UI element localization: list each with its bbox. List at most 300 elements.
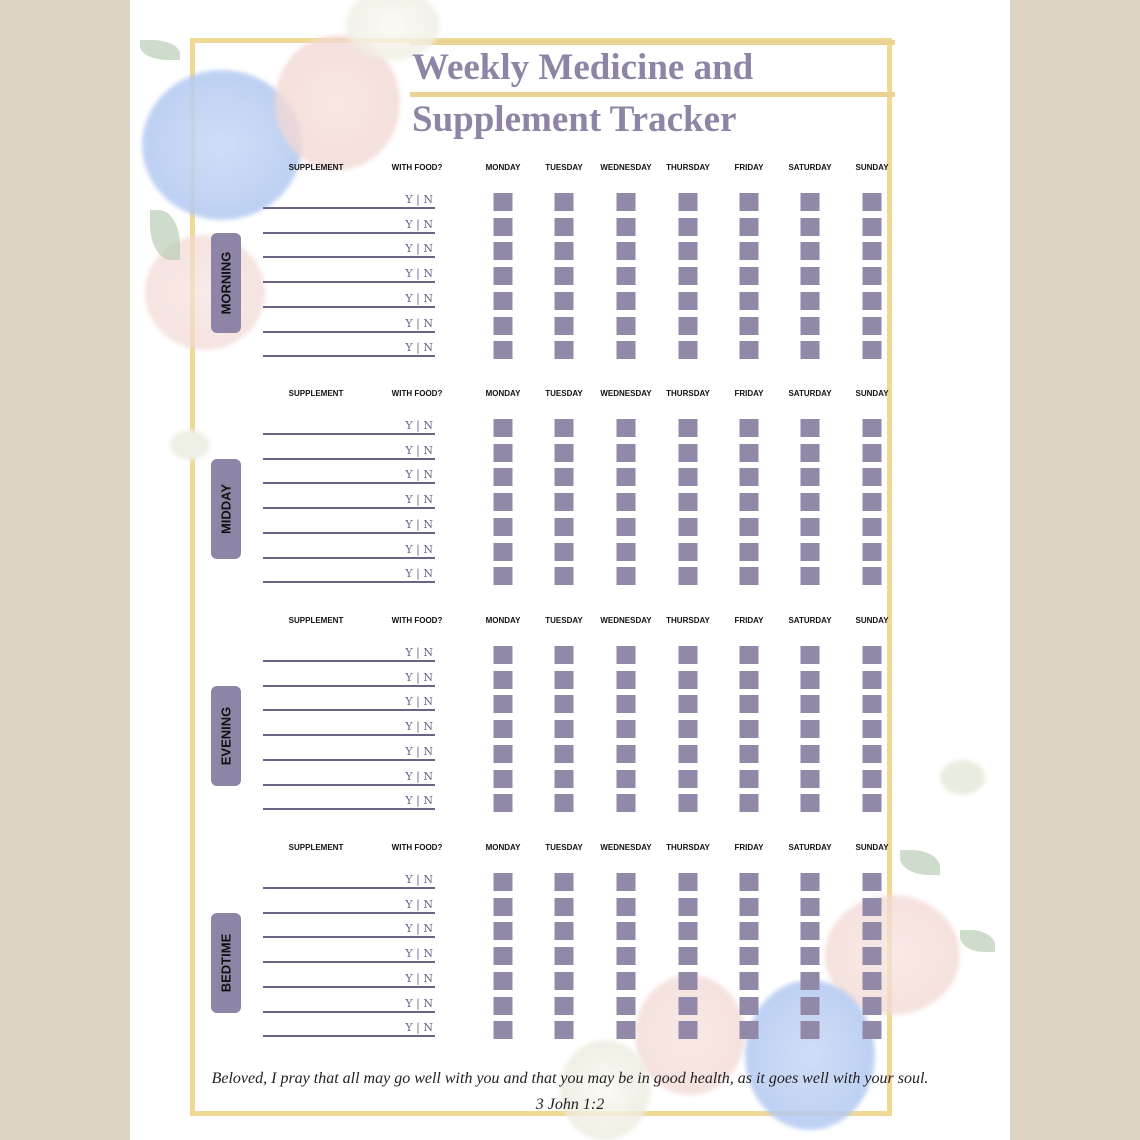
tracker-row — [130, 292, 1010, 316]
supplement-input-line[interactable] — [263, 685, 435, 687]
with-food-yn[interactable]: Y | N — [405, 646, 433, 659]
checkbox-friday[interactable] — [740, 468, 759, 486]
checkbox-tuesday[interactable] — [555, 419, 574, 437]
column-header: MONDAY — [485, 163, 521, 172]
supplement-input-line[interactable] — [263, 808, 435, 810]
checkbox-thursday[interactable] — [679, 493, 698, 511]
checkbox-tuesday[interactable] — [555, 518, 574, 536]
checkbox-monday[interactable] — [494, 218, 513, 236]
time-of-day-text: EVENING — [218, 706, 234, 766]
checkbox-tuesday[interactable] — [555, 567, 574, 585]
column-header: TUESDAY — [545, 616, 583, 625]
checkbox-tuesday[interactable] — [555, 317, 574, 335]
checkbox-tuesday[interactable] — [555, 671, 574, 689]
checkbox-sunday[interactable] — [863, 242, 882, 260]
checkbox-sunday[interactable] — [863, 468, 882, 486]
checkbox-saturday[interactable] — [801, 341, 820, 359]
checkbox-thursday[interactable] — [679, 292, 698, 310]
with-food-yn[interactable]: Y | N — [405, 1021, 433, 1035]
tracker-row — [130, 543, 1010, 567]
tracker-row — [130, 193, 1010, 217]
checkbox-friday[interactable] — [740, 419, 759, 437]
checkbox-tuesday[interactable] — [555, 646, 574, 664]
supplement-input-line[interactable] — [263, 458, 435, 460]
checkbox-friday[interactable] — [740, 695, 759, 713]
checkbox-friday[interactable] — [740, 493, 759, 511]
column-header: SUNDAY — [855, 389, 889, 398]
checkbox-monday[interactable] — [494, 317, 513, 335]
checkbox-thursday[interactable] — [679, 419, 698, 437]
tracker-row — [130, 997, 1010, 1021]
checkbox-friday[interactable] — [740, 922, 759, 940]
checkbox-monday[interactable] — [494, 947, 513, 965]
checkbox-wednesday[interactable] — [617, 518, 636, 536]
checkbox-friday[interactable] — [740, 646, 759, 664]
checkbox-tuesday[interactable] — [555, 997, 574, 1015]
checkbox-friday[interactable] — [740, 745, 759, 763]
checkbox-wednesday[interactable] — [617, 898, 636, 916]
checkbox-thursday[interactable] — [679, 317, 698, 335]
checkbox-sunday[interactable] — [863, 646, 882, 664]
checkbox-wednesday[interactable] — [617, 695, 636, 713]
time-of-day-text: MORNING — [218, 251, 234, 315]
checkbox-saturday[interactable] — [801, 770, 820, 788]
checkbox-thursday[interactable] — [679, 646, 698, 664]
column-header: THURSDAY — [666, 163, 710, 172]
checkbox-saturday[interactable] — [801, 695, 820, 713]
column-header: WEDNESDAY — [600, 389, 652, 398]
checkbox-tuesday[interactable] — [555, 898, 574, 916]
checkbox-monday[interactable] — [494, 267, 513, 285]
with-food-yn[interactable]: Y | N — [405, 341, 433, 355]
checkbox-tuesday[interactable] — [555, 720, 574, 738]
checkbox-sunday[interactable] — [863, 898, 882, 916]
column-header: THURSDAY — [666, 843, 710, 852]
with-food-yn[interactable]: Y | N — [405, 695, 433, 709]
with-food-yn[interactable]: Y | N — [405, 242, 433, 256]
supplement-input-line[interactable] — [263, 482, 435, 484]
supplement-input-line[interactable] — [263, 581, 435, 583]
checkbox-wednesday[interactable] — [617, 745, 636, 763]
column-header: SATURDAY — [788, 843, 832, 852]
checkbox-sunday[interactable] — [863, 493, 882, 511]
checkbox-wednesday[interactable] — [617, 873, 636, 891]
checkbox-saturday[interactable] — [801, 267, 820, 285]
checkbox-sunday[interactable] — [863, 720, 882, 738]
supplement-input-line[interactable] — [263, 660, 435, 662]
with-food-yn[interactable]: Y | N — [405, 316, 433, 330]
column-header: SUNDAY — [855, 616, 889, 625]
checkbox-monday[interactable] — [494, 671, 513, 689]
checkbox-tuesday[interactable] — [555, 873, 574, 891]
with-food-yn[interactable]: Y | N — [405, 217, 433, 231]
checkbox-sunday[interactable] — [863, 419, 882, 437]
checkbox-sunday[interactable] — [863, 695, 882, 713]
with-food-yn[interactable]: Y | N — [405, 897, 433, 911]
checkbox-saturday[interactable] — [801, 567, 820, 585]
column-header: FRIDAY — [734, 389, 764, 398]
tracker-row — [130, 873, 1010, 897]
checkbox-wednesday[interactable] — [617, 972, 636, 990]
checkbox-monday[interactable] — [494, 242, 513, 260]
checkbox-friday[interactable] — [740, 794, 759, 812]
checkbox-thursday[interactable] — [679, 518, 698, 536]
checkbox-tuesday[interactable] — [555, 193, 574, 211]
with-food-yn[interactable]: Y | N — [405, 468, 433, 482]
checkbox-monday[interactable] — [494, 1021, 513, 1039]
checkbox-saturday[interactable] — [801, 873, 820, 891]
with-food-yn[interactable]: Y | N — [405, 567, 433, 581]
tracker-row — [130, 695, 1010, 719]
checkbox-thursday[interactable] — [679, 218, 698, 236]
checkbox-tuesday[interactable] — [555, 745, 574, 763]
checkbox-thursday[interactable] — [679, 873, 698, 891]
supplement-input-line[interactable] — [263, 507, 435, 509]
supplement-input-line[interactable] — [263, 557, 435, 559]
checkbox-tuesday[interactable] — [555, 947, 574, 965]
column-header: TUESDAY — [545, 843, 583, 852]
checkbox-saturday[interactable] — [801, 947, 820, 965]
checkbox-wednesday[interactable] — [617, 770, 636, 788]
checkbox-sunday[interactable] — [863, 770, 882, 788]
checkbox-thursday[interactable] — [679, 671, 698, 689]
checkbox-friday[interactable] — [740, 218, 759, 236]
checkbox-wednesday[interactable] — [617, 292, 636, 310]
checkbox-monday[interactable] — [494, 419, 513, 437]
tracker-row — [130, 518, 1010, 542]
checkbox-saturday[interactable] — [801, 317, 820, 335]
checkbox-friday[interactable] — [740, 193, 759, 211]
checkbox-thursday[interactable] — [679, 444, 698, 462]
column-header: WEDNESDAY — [600, 163, 652, 172]
supplement-input-line[interactable] — [263, 986, 435, 988]
checkbox-monday[interactable] — [494, 646, 513, 664]
checkbox-wednesday[interactable] — [617, 341, 636, 359]
checkbox-tuesday[interactable] — [555, 1021, 574, 1039]
column-header: WEDNESDAY — [600, 843, 652, 852]
checkbox-tuesday[interactable] — [555, 468, 574, 486]
checkbox-saturday[interactable] — [801, 218, 820, 236]
checkbox-saturday[interactable] — [801, 646, 820, 664]
checkbox-thursday[interactable] — [679, 567, 698, 585]
checkbox-saturday[interactable] — [801, 444, 820, 462]
checkbox-saturday[interactable] — [801, 193, 820, 211]
supplement-input-line[interactable] — [263, 232, 435, 234]
checkbox-tuesday[interactable] — [555, 292, 574, 310]
checkbox-saturday[interactable] — [801, 720, 820, 738]
checkbox-wednesday[interactable] — [617, 720, 636, 738]
checkbox-friday[interactable] — [740, 898, 759, 916]
quote-text: Beloved, I pray that all may go well with you and that you may be in good health, as it goes well with your soul. — [211, 1070, 929, 1087]
checkbox-tuesday[interactable] — [555, 695, 574, 713]
column-header: THURSDAY — [666, 389, 710, 398]
checkbox-wednesday[interactable] — [617, 468, 636, 486]
checkbox-saturday[interactable] — [801, 543, 820, 561]
checkbox-sunday[interactable] — [863, 567, 882, 585]
with-food-yn[interactable]: Y | N — [405, 744, 433, 758]
checkbox-wednesday[interactable] — [617, 242, 636, 260]
checkbox-wednesday[interactable] — [617, 444, 636, 462]
checkbox-tuesday[interactable] — [555, 218, 574, 236]
checkbox-saturday[interactable] — [801, 493, 820, 511]
supplement-input-line[interactable] — [263, 532, 435, 534]
with-food-yn[interactable]: Y | N — [405, 517, 433, 531]
checkbox-monday[interactable] — [494, 292, 513, 310]
checkbox-saturday[interactable] — [801, 518, 820, 536]
checkbox-saturday[interactable] — [801, 419, 820, 437]
tracker-row — [130, 898, 1010, 922]
checkbox-monday[interactable] — [494, 794, 513, 812]
checkbox-wednesday[interactable] — [617, 218, 636, 236]
checkbox-sunday[interactable] — [863, 997, 882, 1015]
checkbox-tuesday[interactable] — [555, 242, 574, 260]
column-header: SUNDAY — [855, 163, 889, 172]
checkbox-sunday[interactable] — [863, 317, 882, 335]
checkbox-saturday[interactable] — [801, 898, 820, 916]
checkbox-thursday[interactable] — [679, 1021, 698, 1039]
with-food-yn[interactable]: Y | N — [405, 769, 433, 783]
checkbox-friday[interactable] — [740, 267, 759, 285]
checkbox-thursday[interactable] — [679, 972, 698, 990]
with-food-yn[interactable]: Y | N — [405, 267, 433, 281]
checkbox-sunday[interactable] — [863, 543, 882, 561]
column-header: THURSDAY — [666, 616, 710, 625]
checkbox-wednesday[interactable] — [617, 947, 636, 965]
with-food-yn[interactable]: Y | N — [405, 670, 433, 684]
checkbox-tuesday[interactable] — [555, 543, 574, 561]
time-of-day-label — [211, 686, 241, 786]
checkbox-sunday[interactable] — [863, 947, 882, 965]
checkbox-monday[interactable] — [494, 493, 513, 511]
tracker-row — [130, 218, 1010, 242]
checkbox-saturday[interactable] — [801, 468, 820, 486]
checkbox-friday[interactable] — [740, 518, 759, 536]
checkbox-thursday[interactable] — [679, 720, 698, 738]
checkbox-wednesday[interactable] — [617, 193, 636, 211]
checkbox-thursday[interactable] — [679, 695, 698, 713]
supplement-input-line[interactable] — [263, 256, 435, 258]
tracker-row — [130, 646, 1010, 670]
checkbox-friday[interactable] — [740, 1021, 759, 1039]
checkbox-sunday[interactable] — [863, 794, 882, 812]
checkbox-sunday[interactable] — [863, 922, 882, 940]
checkbox-monday[interactable] — [494, 567, 513, 585]
supplement-input-line[interactable] — [263, 355, 435, 357]
checkbox-thursday[interactable] — [679, 898, 698, 916]
with-food-yn[interactable]: Y | N — [405, 493, 433, 507]
checkbox-wednesday[interactable] — [617, 419, 636, 437]
checkbox-monday[interactable] — [494, 543, 513, 561]
column-header: SUPPLEMENT — [288, 389, 344, 398]
checkbox-sunday[interactable] — [863, 218, 882, 236]
supplement-input-line[interactable] — [263, 887, 435, 889]
checkbox-wednesday[interactable] — [617, 997, 636, 1015]
checkbox-saturday[interactable] — [801, 745, 820, 763]
checkbox-thursday[interactable] — [679, 341, 698, 359]
checkbox-saturday[interactable] — [801, 922, 820, 940]
checkbox-saturday[interactable] — [801, 972, 820, 990]
checkbox-tuesday[interactable] — [555, 972, 574, 990]
checkbox-saturday[interactable] — [801, 242, 820, 260]
supplement-input-line[interactable] — [263, 961, 435, 963]
column-header: MONDAY — [485, 843, 521, 852]
checkbox-friday[interactable] — [740, 873, 759, 891]
checkbox-wednesday[interactable] — [617, 317, 636, 335]
checkbox-thursday[interactable] — [679, 794, 698, 812]
checkbox-sunday[interactable] — [863, 1021, 882, 1039]
tracker-row — [130, 1021, 1010, 1045]
checkbox-wednesday[interactable] — [617, 646, 636, 664]
column-header: SATURDAY — [788, 389, 832, 398]
checkbox-friday[interactable] — [740, 997, 759, 1015]
checkbox-monday[interactable] — [494, 193, 513, 211]
supplement-input-line[interactable] — [263, 784, 435, 786]
checkbox-monday[interactable] — [494, 720, 513, 738]
checkbox-friday[interactable] — [740, 444, 759, 462]
with-food-yn[interactable]: Y | N — [405, 996, 433, 1010]
checkbox-friday[interactable] — [740, 671, 759, 689]
checkbox-sunday[interactable] — [863, 745, 882, 763]
column-header: TUESDAY — [545, 389, 583, 398]
checkbox-sunday[interactable] — [863, 873, 882, 891]
checkbox-friday[interactable] — [740, 292, 759, 310]
checkbox-monday[interactable] — [494, 972, 513, 990]
checkbox-sunday[interactable] — [863, 972, 882, 990]
checkbox-wednesday[interactable] — [617, 493, 636, 511]
checkbox-monday[interactable] — [494, 770, 513, 788]
checkbox-saturday[interactable] — [801, 997, 820, 1015]
with-food-yn[interactable]: Y | N — [405, 947, 433, 961]
checkbox-tuesday[interactable] — [555, 770, 574, 788]
checkbox-sunday[interactable] — [863, 671, 882, 689]
column-header: WEDNESDAY — [600, 616, 652, 625]
column-header: SUNDAY — [855, 843, 889, 852]
column-header: FRIDAY — [734, 163, 764, 172]
checkbox-friday[interactable] — [740, 341, 759, 359]
checkbox-monday[interactable] — [494, 468, 513, 486]
tracker-row — [130, 745, 1010, 769]
checkbox-tuesday[interactable] — [555, 267, 574, 285]
checkbox-thursday[interactable] — [679, 947, 698, 965]
with-food-yn[interactable]: Y | N — [405, 873, 433, 886]
supplement-input-line[interactable] — [263, 1011, 435, 1013]
checkbox-monday[interactable] — [494, 922, 513, 940]
supplement-input-line[interactable] — [263, 912, 435, 914]
checkbox-friday[interactable] — [740, 720, 759, 738]
checkbox-saturday[interactable] — [801, 794, 820, 812]
checkbox-wednesday[interactable] — [617, 1021, 636, 1039]
checkbox-sunday[interactable] — [863, 444, 882, 462]
supplement-input-line[interactable] — [263, 709, 435, 711]
with-food-yn[interactable]: Y | N — [405, 291, 433, 305]
checkbox-wednesday[interactable] — [617, 794, 636, 812]
with-food-yn[interactable]: Y | N — [405, 922, 433, 936]
checkbox-friday[interactable] — [740, 972, 759, 990]
time-of-day-label — [211, 233, 241, 333]
checkbox-monday[interactable] — [494, 341, 513, 359]
checkbox-sunday[interactable] — [863, 292, 882, 310]
checkbox-wednesday[interactable] — [617, 922, 636, 940]
with-food-yn[interactable]: Y | N — [405, 794, 433, 808]
column-header: SATURDAY — [788, 163, 832, 172]
checkbox-thursday[interactable] — [679, 745, 698, 763]
supplement-input-line[interactable] — [263, 759, 435, 761]
checkbox-tuesday[interactable] — [555, 922, 574, 940]
checkbox-monday[interactable] — [494, 745, 513, 763]
column-header: SATURDAY — [788, 616, 832, 625]
column-header: WITH FOOD? — [391, 616, 443, 625]
checkbox-saturday[interactable] — [801, 292, 820, 310]
supplement-input-line[interactable] — [263, 207, 435, 209]
checkbox-tuesday[interactable] — [555, 444, 574, 462]
checkbox-sunday[interactable] — [863, 267, 882, 285]
with-food-yn[interactable]: Y | N — [405, 193, 433, 206]
checkbox-thursday[interactable] — [679, 193, 698, 211]
checkbox-friday[interactable] — [740, 317, 759, 335]
supplement-input-line[interactable] — [263, 331, 435, 333]
checkbox-thursday[interactable] — [679, 242, 698, 260]
time-of-day-label — [211, 459, 241, 559]
checkbox-monday[interactable] — [494, 873, 513, 891]
supplement-input-line[interactable] — [263, 936, 435, 938]
checkbox-friday[interactable] — [740, 567, 759, 585]
checkbox-wednesday[interactable] — [617, 543, 636, 561]
column-header: FRIDAY — [734, 843, 764, 852]
supplement-input-line[interactable] — [263, 1035, 435, 1037]
checkbox-friday[interactable] — [740, 770, 759, 788]
checkbox-tuesday[interactable] — [555, 493, 574, 511]
checkbox-tuesday[interactable] — [555, 341, 574, 359]
checkbox-monday[interactable] — [494, 898, 513, 916]
with-food-yn[interactable]: Y | N — [405, 419, 433, 432]
checkbox-monday[interactable] — [494, 695, 513, 713]
supplement-input-line[interactable] — [263, 306, 435, 308]
checkbox-thursday[interactable] — [679, 543, 698, 561]
checkbox-monday[interactable] — [494, 518, 513, 536]
checkbox-thursday[interactable] — [679, 468, 698, 486]
supplement-input-line[interactable] — [263, 433, 435, 435]
checkbox-friday[interactable] — [740, 947, 759, 965]
section-evening — [130, 616, 1010, 843]
checkbox-friday[interactable] — [740, 242, 759, 260]
column-header: SUPPLEMENT — [288, 616, 344, 625]
with-food-yn[interactable]: Y | N — [405, 720, 433, 734]
checkbox-thursday[interactable] — [679, 267, 698, 285]
checkbox-sunday[interactable] — [863, 193, 882, 211]
checkbox-saturday[interactable] — [801, 1021, 820, 1039]
checkbox-wednesday[interactable] — [617, 267, 636, 285]
section-midday — [130, 389, 1010, 616]
supplement-input-line[interactable] — [263, 734, 435, 736]
with-food-yn[interactable]: Y | N — [405, 443, 433, 457]
checkbox-sunday[interactable] — [863, 341, 882, 359]
checkbox-saturday[interactable] — [801, 671, 820, 689]
column-header: TUESDAY — [545, 163, 583, 172]
with-food-yn[interactable]: Y | N — [405, 971, 433, 985]
checkbox-thursday[interactable] — [679, 770, 698, 788]
checkbox-wednesday[interactable] — [617, 671, 636, 689]
checkbox-monday[interactable] — [494, 997, 513, 1015]
checkbox-thursday[interactable] — [679, 922, 698, 940]
checkbox-tuesday[interactable] — [555, 794, 574, 812]
supplement-input-line[interactable] — [263, 281, 435, 283]
checkbox-friday[interactable] — [740, 543, 759, 561]
checkbox-thursday[interactable] — [679, 997, 698, 1015]
with-food-yn[interactable]: Y | N — [405, 542, 433, 556]
checkbox-monday[interactable] — [494, 444, 513, 462]
checkbox-wednesday[interactable] — [617, 567, 636, 585]
checkbox-sunday[interactable] — [863, 518, 882, 536]
